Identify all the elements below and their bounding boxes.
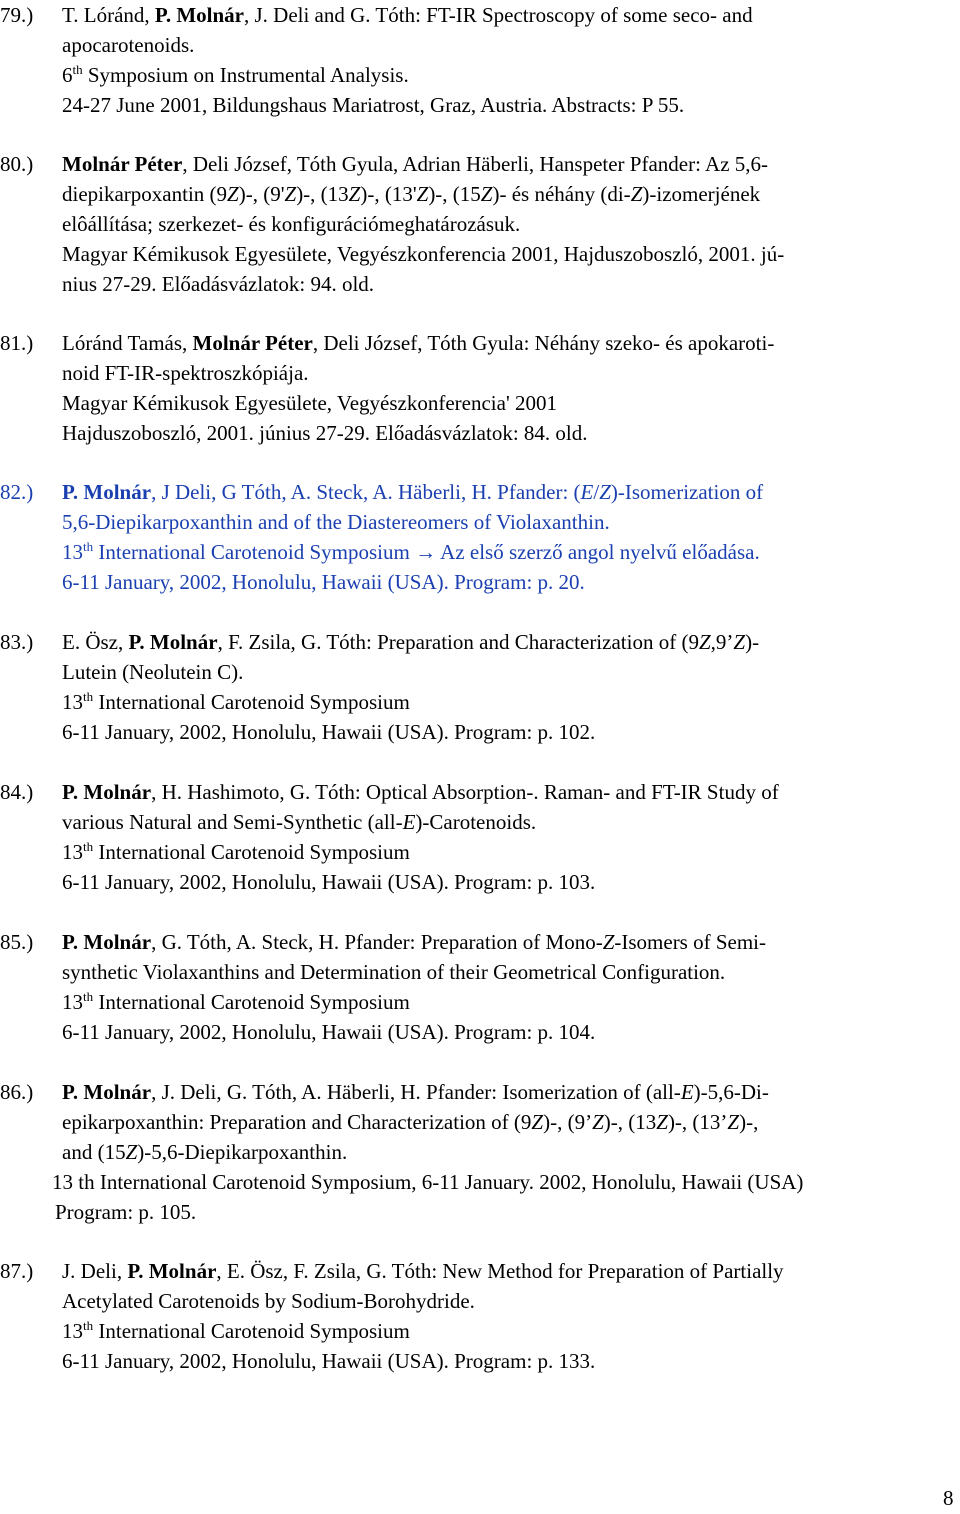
entry-line xyxy=(62,269,374,299)
text-run: ,9’ xyxy=(710,630,734,654)
entry-line xyxy=(62,507,610,537)
entry-line xyxy=(62,0,753,30)
text-run: )-, xyxy=(739,1110,759,1134)
text-run: Lutein (Neolutein C). xyxy=(62,660,244,684)
text-run: Z xyxy=(727,1110,740,1134)
entry-number: 80.) xyxy=(0,152,34,176)
text-run: 6-11 January, 2002, Honolulu, Hawaii (USA). Program: p. 102. xyxy=(62,720,596,744)
text-run: , H. Hashimoto, G. Tóth: Optical Absorption-. Raman- and FT-IR Study of xyxy=(151,780,779,804)
author-highlight: P. Molnár xyxy=(62,480,152,504)
text-run: Magyar Kémikusok Egyesülete, Vegyészkonferencia 2001, Hajduszoboszló, 2001. jú- xyxy=(62,242,785,266)
text-run: 6-11 January, 2002, Honolulu, Hawaii (USA). Program: p. 133. xyxy=(62,1349,596,1373)
text-run: , J Deli, G Tóth, A. Steck, A. Häberli, H. Pfander: ( xyxy=(151,480,581,504)
text-run: Lóránd Tamás, xyxy=(62,331,193,355)
text-run: 13 xyxy=(62,990,83,1014)
entry-number: 82.) xyxy=(0,480,34,504)
entry-line xyxy=(62,239,784,269)
entry-line xyxy=(62,957,725,987)
text-run: T. Lóránd, xyxy=(62,3,155,27)
text-run: )-, (13’ xyxy=(667,1110,728,1134)
text-run: International Carotenoid Symposium xyxy=(93,690,410,714)
text-run: / xyxy=(593,480,600,504)
text-run: Symposium on Instrumental Analysis. xyxy=(82,63,409,87)
text-run: Z xyxy=(733,630,746,654)
entry-line xyxy=(62,209,520,239)
entry-line xyxy=(62,717,595,747)
text-run: , F. Zsila, G. Tóth: Preparation and Characterization of (9 xyxy=(217,630,699,654)
text-run: apocarotenoids. xyxy=(62,33,195,57)
entry-number: 87.) xyxy=(0,1259,34,1283)
entry-line xyxy=(62,60,409,90)
text-run: -Isomers of Semi- xyxy=(614,930,767,954)
text-run: International Carotenoid Symposium xyxy=(93,990,410,1014)
entry-line xyxy=(62,418,588,448)
entry-line xyxy=(62,1346,595,1376)
text-run: , Deli József, Tóth Gyula, Adrian Häberli, Hanspeter Pfander: Az 5,6- xyxy=(182,152,769,176)
text-run: Z xyxy=(531,1110,544,1134)
text-run: noid FT-IR-spektroszkópiája. xyxy=(62,361,309,385)
text-run: Z xyxy=(416,182,429,206)
superscript: th xyxy=(83,539,94,554)
entry-line xyxy=(62,1256,784,1286)
author-highlight: Molnár Péter xyxy=(62,152,183,176)
text-run: Z xyxy=(656,1110,668,1134)
text-run: )- xyxy=(745,630,760,654)
author-highlight: Molnár Péter xyxy=(192,331,313,355)
author-highlight: P. Molnár xyxy=(62,780,152,804)
text-run: , J. Deli and G. Tóth: FT-IR Spectroscopy of some seco- and xyxy=(243,3,753,27)
text-run: )-5,6-Diepikarpoxanthin. xyxy=(137,1140,348,1164)
text-run: 24-27 June 2001, Bildungshaus Mariatrost, Graz, Austria. Abstracts: P 55. xyxy=(62,93,685,117)
entry-line xyxy=(62,777,779,807)
text-run: 13 xyxy=(62,1319,83,1343)
text-run: Z xyxy=(602,930,615,954)
text-run: Hajduszoboszló, 2001. június 27-29. Előadásvázlatok: 84. old. xyxy=(62,421,588,445)
entry-line xyxy=(62,179,760,209)
page-number: 8 xyxy=(943,1486,954,1510)
text-run: )-, (13 xyxy=(603,1110,657,1134)
entry-line xyxy=(62,567,585,597)
entry-line xyxy=(62,1017,595,1047)
entry-line xyxy=(62,90,684,120)
entry-number: 83.) xyxy=(0,630,34,654)
entry-line xyxy=(62,537,760,567)
text-run: Z xyxy=(284,182,297,206)
entry-line xyxy=(62,1077,769,1107)
text-run: )-Isomerization of xyxy=(610,480,764,504)
text-run: Acetylated Carotenoids by Sodium-Borohydride. xyxy=(62,1289,475,1313)
text-run: )-, (13' xyxy=(360,182,417,206)
entry-number: 84.) xyxy=(0,780,34,804)
text-run: E xyxy=(402,810,416,834)
text-run: )-, (9' xyxy=(238,182,285,206)
text-run: Z xyxy=(630,182,643,206)
entry-line xyxy=(55,1197,196,1227)
entry-line xyxy=(62,627,759,657)
text-run: 13 xyxy=(62,690,83,714)
text-run: synthetic Violaxanthins and Determination of their Geometrical Configuration. xyxy=(62,960,726,984)
text-run: 5,6-Diepikarpoxanthin and of the Diastereomers of Violaxanthin. xyxy=(62,510,610,534)
text-run: Z xyxy=(480,182,493,206)
entry-line xyxy=(62,30,194,60)
superscript: th xyxy=(83,1318,94,1333)
text-run: International Carotenoid Symposium xyxy=(93,1319,410,1343)
superscript: th xyxy=(72,62,83,77)
author-highlight: P. Molnár xyxy=(62,930,152,954)
text-run: Z xyxy=(227,182,239,206)
text-run: Z xyxy=(592,1110,604,1134)
entry-line xyxy=(62,358,309,388)
entry-line xyxy=(62,328,774,358)
text-run: 6-11 January, 2002, Honolulu, Hawaii (USA). Program: p. 20. xyxy=(62,570,585,594)
entry-line xyxy=(62,149,768,179)
entry-line xyxy=(62,837,410,867)
text-run: )-5,6-Di- xyxy=(693,1080,769,1104)
text-run: and (15 xyxy=(62,1140,126,1164)
text-run: Program: p. 105. xyxy=(55,1200,197,1224)
text-run: 13 xyxy=(62,540,83,564)
text-run: Z xyxy=(348,182,361,206)
text-run: )-Carotenoids. xyxy=(415,810,537,834)
entry-number: 85.) xyxy=(0,930,34,954)
superscript: th xyxy=(83,689,94,704)
text-run: J. Deli, xyxy=(62,1259,128,1283)
text-run: various Natural and Semi-Synthetic (all- xyxy=(62,810,403,834)
text-run: )-, (9’ xyxy=(543,1110,593,1134)
text-run: E xyxy=(580,480,594,504)
text-run: )-, (15 xyxy=(428,182,481,206)
author-highlight: P. Molnár xyxy=(127,1259,217,1283)
text-run: 13 xyxy=(62,840,83,864)
text-run: epikarpoxanthin: Preparation and Characterization of (9 xyxy=(62,1110,532,1134)
text-run: Magyar Kémikusok Egyesülete, Vegyészkonferencia' 2001 xyxy=(62,391,557,415)
entry-line xyxy=(62,1137,347,1167)
text-run: nius 27-29. Előadásvázlatok: 94. old. xyxy=(62,272,375,296)
entry-line xyxy=(62,657,243,687)
text-run: , Deli József, Tóth Gyula: Néhány szeko- és apokaroti- xyxy=(312,331,775,355)
text-run: E. Ösz, xyxy=(62,630,129,654)
entry-line xyxy=(62,1107,758,1137)
text-run: Z xyxy=(599,480,611,504)
author-highlight: P. Molnár xyxy=(62,1080,152,1104)
text-run: )- és néhány (di- xyxy=(492,182,631,206)
entry-line xyxy=(62,807,536,837)
entry-line xyxy=(62,687,410,717)
author-highlight: P. Molnár xyxy=(128,630,218,654)
text-run: , J. Deli, G. Tóth, A. Häberli, H. Pfander: Isomerization of (all- xyxy=(151,1080,681,1104)
text-run: , E. Ösz, F. Zsila, G. Tóth: New Method for Preparation of Partially xyxy=(216,1259,784,1283)
text-run: 13 th International Carotenoid Symposium, 6-11 January. 2002, Honolulu, Hawaii (USA) xyxy=(52,1170,804,1194)
entry-line xyxy=(62,867,595,897)
text-run: 6-11 January, 2002, Honolulu, Hawaii (USA). Program: p. 103. xyxy=(62,870,596,894)
entry-line xyxy=(62,1286,475,1316)
text-run: International Carotenoid Symposium xyxy=(93,840,410,864)
text-run: Z xyxy=(698,630,711,654)
entry-number: 81.) xyxy=(0,331,34,355)
text-run: International Carotenoid Symposium → Az első szerző angol nyelvű előadása. xyxy=(93,540,760,564)
entry-line xyxy=(62,388,557,418)
entry-number: 86.) xyxy=(0,1080,34,1104)
text-run: , G. Tóth, A. Steck, H. Pfander: Preparation of Mono- xyxy=(151,930,603,954)
entry-line xyxy=(62,987,410,1017)
text-run: diepikarpoxantin (9 xyxy=(62,182,228,206)
entry-line xyxy=(62,1316,410,1346)
author-highlight: P. Molnár xyxy=(154,3,244,27)
superscript: th xyxy=(83,839,94,854)
text-run: )-izomerjének xyxy=(642,182,761,206)
superscript: th xyxy=(83,989,94,1004)
text-run: )-, (13 xyxy=(296,182,349,206)
text-run: E xyxy=(680,1080,694,1104)
text-run: elôállítása; szerkezet- és konfigurációmeghatározásuk. xyxy=(62,212,521,236)
text-run: 6-11 January, 2002, Honolulu, Hawaii (USA). Program: p. 104. xyxy=(62,1020,596,1044)
entry-line xyxy=(52,1167,803,1197)
entry-line xyxy=(62,927,766,957)
entry-number: 79.) xyxy=(0,3,34,27)
text-run: Z xyxy=(125,1140,138,1164)
text-run: 6 xyxy=(62,63,73,87)
entry-line xyxy=(62,477,763,507)
